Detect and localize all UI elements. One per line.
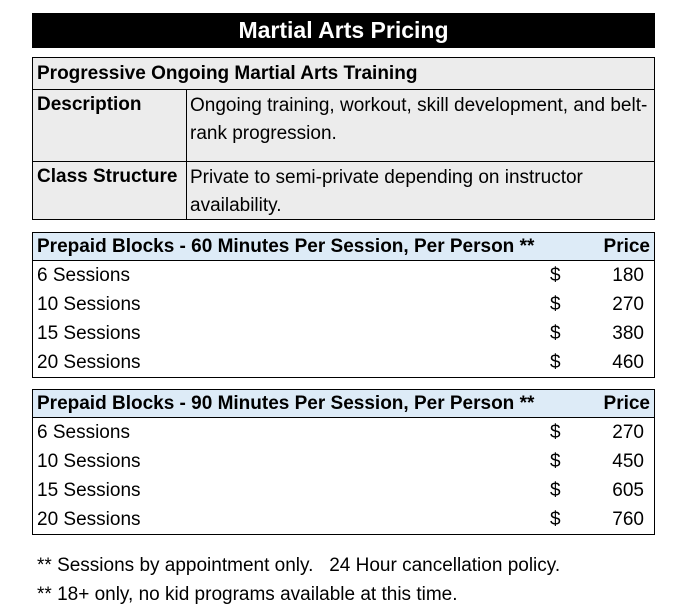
session-count: 20 Sessions: [37, 351, 141, 373]
program-heading: Progressive Ongoing Martial Arts Training: [33, 58, 654, 90]
session-count: 10 Sessions: [37, 293, 141, 315]
footnotes: [37, 551, 560, 609]
price-value: 270: [612, 293, 644, 315]
price-value: 605: [612, 479, 644, 501]
session-count: 20 Sessions: [37, 508, 141, 530]
table-row: [33, 418, 654, 447]
table-row: [33, 505, 654, 534]
table-row: [33, 290, 654, 319]
pricing-heading-90-min: Prepaid Blocks - 90 Minutes Per Session, Per Person **: [37, 392, 535, 414]
price-value: 380: [612, 322, 644, 344]
pricing-heading-60-min: Prepaid Blocks - 60 Minutes Per Session, Per Person **: [37, 235, 535, 257]
currency-symbol: $: [550, 351, 561, 373]
session-count: 15 Sessions: [37, 479, 141, 501]
session-count: 6 Sessions: [37, 421, 130, 443]
currency-symbol: $: [550, 508, 561, 530]
footnote-age: ** 18+ only, no kid programs available at this time.: [37, 584, 458, 605]
price-value: 760: [612, 508, 644, 530]
class-structure-value: Private to semi-private depending on instructor availability.: [190, 167, 583, 216]
pricing-table-90-min: [32, 389, 655, 535]
class-structure-label: Class Structure: [33, 162, 187, 219]
class-structure-row: [33, 161, 654, 219]
price-value: 450: [612, 450, 644, 472]
program-info-table: [32, 57, 655, 220]
table-row: [33, 319, 654, 348]
description-value: Ongoing training, workout, skill development, and belt-rank progression.: [190, 95, 648, 144]
description-label: Description: [33, 90, 187, 161]
footnote-appointment: ** Sessions by appointment only. 24 Hour cancellation policy.: [37, 555, 561, 576]
currency-symbol: $: [550, 421, 561, 443]
pricing-header-90-min: [33, 390, 654, 418]
currency-symbol: $: [550, 322, 561, 344]
table-row: [33, 348, 654, 377]
pricing-table-60-min: [32, 232, 655, 378]
price-value: 270: [612, 421, 644, 443]
currency-symbol: $: [550, 479, 561, 501]
pricing-header-60-min: [33, 233, 654, 261]
page-title: Martial Arts Pricing: [32, 13, 655, 48]
currency-symbol: $: [550, 450, 561, 472]
table-row: [33, 476, 654, 505]
session-count: 15 Sessions: [37, 322, 141, 344]
table-row: [33, 447, 654, 476]
table-row: [33, 261, 654, 290]
session-count: 10 Sessions: [37, 450, 141, 472]
price-value: 460: [612, 351, 644, 373]
description-row: [33, 90, 654, 161]
session-count: 6 Sessions: [37, 264, 130, 286]
price-column-header: Price: [603, 235, 650, 257]
currency-symbol: $: [550, 264, 561, 286]
price-column-header: Price: [603, 392, 650, 414]
price-value: 180: [612, 264, 644, 286]
currency-symbol: $: [550, 293, 561, 315]
